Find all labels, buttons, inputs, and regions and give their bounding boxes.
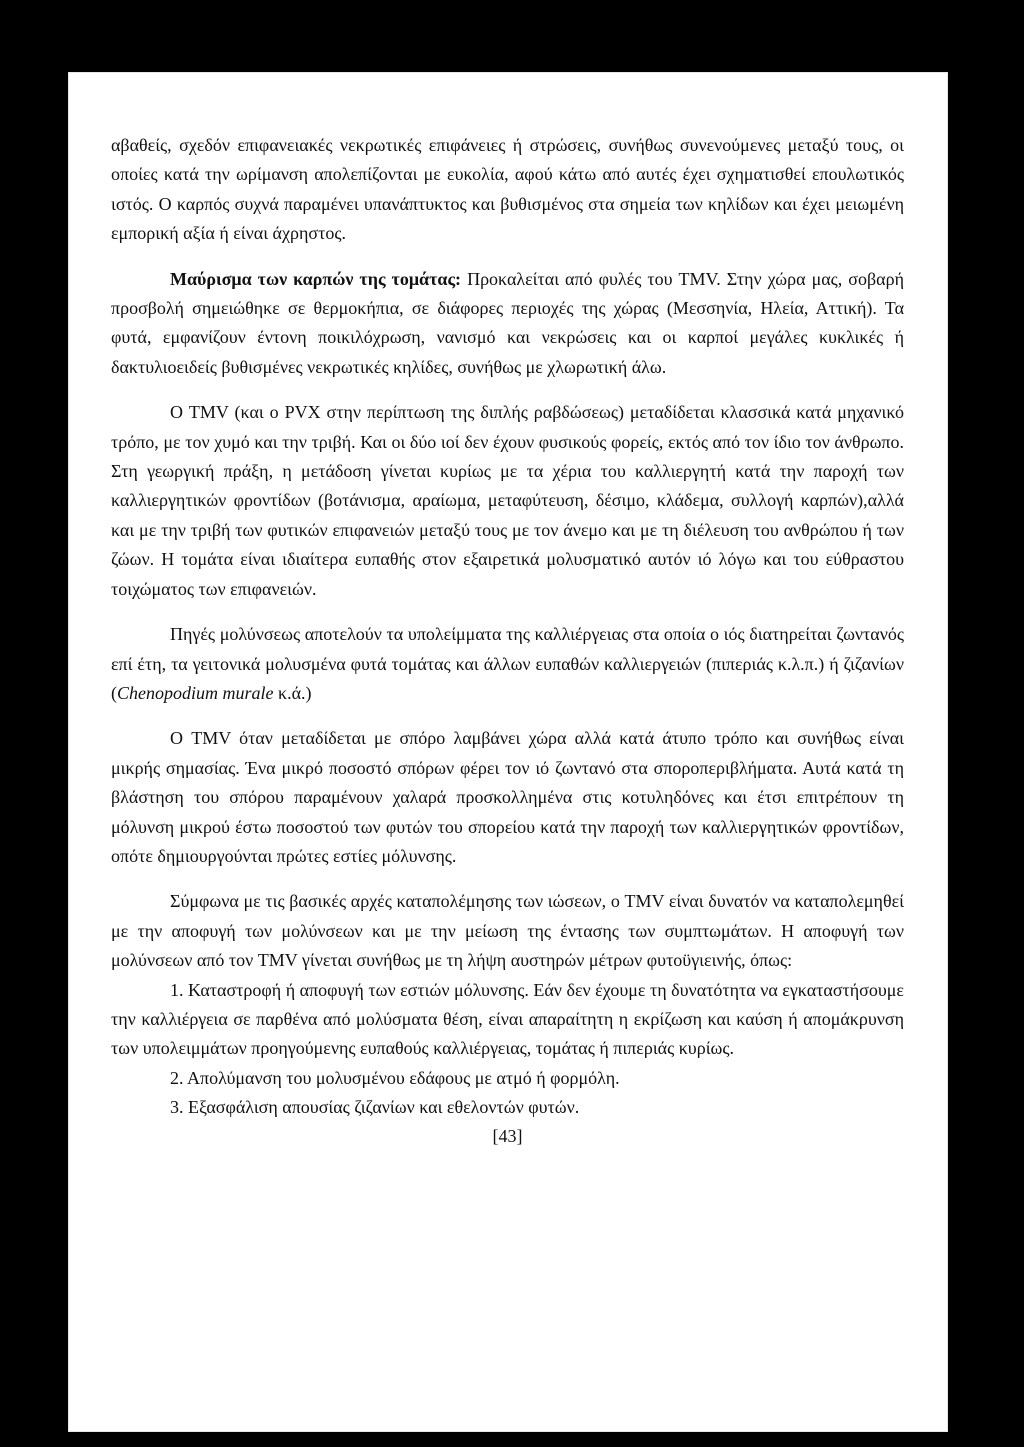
document-page (68, 72, 948, 1432)
section-heading-tomato-blackening: Μαύρισμα των καρπών της τομάτας: (170, 268, 462, 289)
paragraph-infection-sources-tail: κ.ά.) (273, 682, 312, 703)
paragraph-continuation: αβαθείς, σχεδόν επιφανειακές νεκρωτικές επιφάνειες ή στρώσεις, συνήθως συνενούμενες μεταξύ τους, οι οποίες κατά την ωρίμανση απολεπίζονται με ευκολία, αφού κάτω από αυτές έχει σχηματισθεί επουλωτικός ιστός. Ο καρπός συχνά παραμένει υπανάπτυκτος και βυθισμένος στα σημεία των κηλίδων και έχει μειωμένη εμπορική αξία ή είναι άχρηστος. (111, 135, 904, 244)
paragraph-seed-transmission: Ο TMV όταν μεταδίδεται με σπόρο λαμβάνει χώρα αλλά κατά άτυπο τρόπο και συνήθως είναι μικρής σημασίας. Ένα μικρό ποσοστό σπόρων φέρει τον ιό ζωντανό στα σποροπεριβλήματα. Αυτά κατά τη βλάστηση του σπόρου παραμένουν χαλαρά προσκολλημένα στις κοτυληδόνες και έτσι επιτρέπουν τη μόλυνση μικρού έστω ποσοστού των φυτών του σπορείου κατά την παροχή των καλλιεργητικών φροντίδων, οπότε δημιουργούνται πρώτες εστίες μόλυνσης. (111, 728, 904, 866)
species-name: Chenopodium murale (117, 682, 274, 703)
paragraph-control-principles: Σύμφωνα με τις βασικές αρχές καταπολέμησης των ιώσεων, ο TMV είναι δυνατόν να καταπολεμηθεί με την αποφυγή των μολύνσεων και με την μείωση της έντασης των συμπτωμάτων. Η αποφυγή των μολύνσεων από τον TMV γίνεται συνήθως με τη λήψη αυστηρών μέτρων φυτοϋγιεινής, όπως: (111, 891, 904, 971)
paragraph-infection-sources (111, 620, 904, 708)
paragraph-tomato-blackening (111, 265, 904, 383)
paragraph-transmission: Ο TMV (και ο PVX στην περίπτωση της διπλής ραβδώσεως) μεταδίδεται κλασσικά κατά μηχανικό τρόπο, με τον χυμό και την τριβή. Και οι δύο ιοί δεν έχουν φυσικούς φορείς, εκτός από τον ίδιο τον άνθρωπο. Στη γεωργική πράξη, η μετάδοση γίνεται κυρίως με τα χέρια του καλλιεργητή κατά την παροχή των καλλιεργητικών φροντίδων (βοτάνισμα, αραίωμα, μεταφύτευση, δέσιμο, κλάδεμα, συλλογή καρπών),αλλά και με την τριβή των φυτικών επιφανειών μεταξύ τους με τον άνεμο και με τη διέλευση του ανθρώπου ή των ζώων. Η τομάτα είναι ιδιαίτερα ευπαθής στον εξαιρετικά μολυσματικό αυτόν ιό λόγω και του εύθραστου τοιχώματος των επιφανειών. (111, 402, 904, 599)
paragraph-tomato-blackening-text: Προκαλείται από φυλές του TMV. Στην χώρα μας, σοβαρή προσβολή σημειώθηκε σε θερμοκήπια, σε διάφορες περιοχές της χώρας (Μεσσηνία, Ηλεία, Αττική). Τα φυτά, εμφανίζουν έντονη ποικιλόχρωση, νανισμό και νεκρώσεις και οι καρποί μεγάλες κυκλικές ή δακτυλιοειδείς βυθισμένες νεκρωτικές κηλίδες, συνήθως με χλωρωτική άλω. (111, 268, 904, 377)
list-item-3: 3. Εξασφάλιση απουσίας ζιζανίων και εθελοντών φυτών. (170, 1097, 580, 1118)
list-item-1: 1. Καταστροφή ή αποφυγή των εστιών μόλυνσης. Εάν δεν έχουμε τη δυνατότητα να εγκαταστήσουμε την καλλιέργεια σε παρθένα από μολύσματα θέση, είναι απαραίτητη η εκρίζωση και καύση ή απομάκρυνση των υπολειμμάτων προηγούμενης ευπαθούς καλλιέργειας, τομάτας ή πιπεριάς κυρίως. (111, 979, 904, 1059)
paragraph-infection-sources-text: Πηγές μολύνσεως αποτελούν τα υπολείμματα της καλλιέργειας στα οποία ο ιός διατηρείται ζωντανός επί έτη, τα γειτονικά μολυσμένα φυτά τομάτας και άλλων ευπαθών καλλιεργειών (πιπεριάς κ.λ.π.) ή ζιζανίων ( (111, 624, 904, 703)
page-number: [43] (492, 1125, 523, 1146)
list-item-2: 2. Απολύμανση του μολυσμένου εδάφους με ατμό ή φορμόλη. (170, 1067, 620, 1088)
